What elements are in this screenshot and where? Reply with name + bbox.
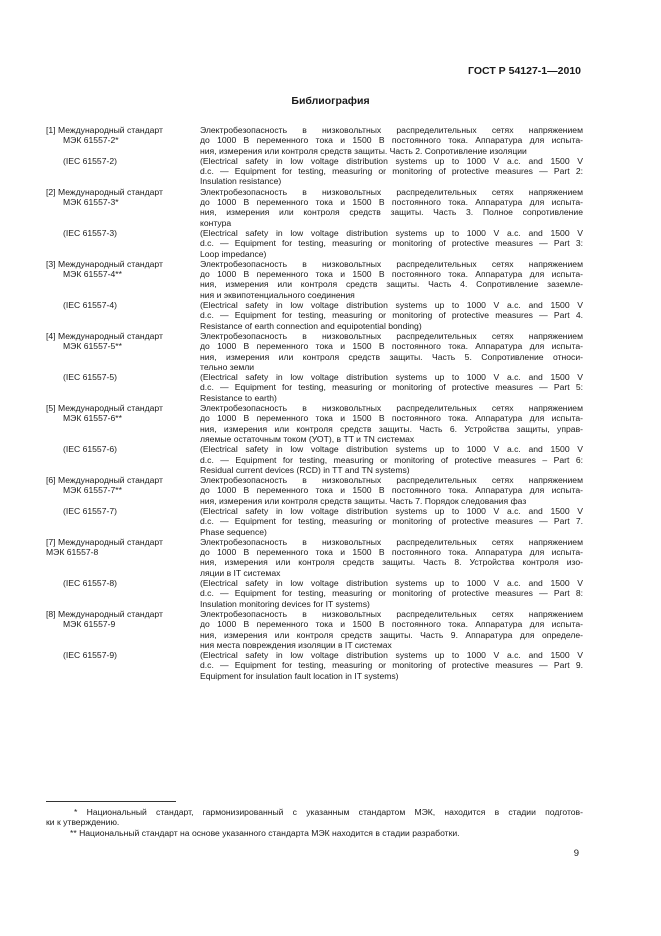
description-line: ния, измерения или контроля средств защиты. Часть 7. Порядок следования фаз [200,495,527,506]
entry-description [200,187,583,228]
entry-russian-row [46,403,583,444]
description-line: ния, измерения или контроля средств защиты. Часть 8. Устройства контроля изо- [200,557,583,568]
reference-line: (IEC 61557-6) [63,444,117,455]
description-line: (Electrical safety in low voltage distribution systems up to 1000 V a.c. and 1500 V [200,444,583,455]
description-line: Phase sequence) [200,526,267,537]
entry-english-row [46,578,583,609]
description-line: d.c. — Equipment for testing, measuring or monitoring of protective measures — Part 9. [200,660,583,671]
entry-reference [46,228,200,259]
entry-reference [46,475,200,506]
bibliography-entry [46,125,583,187]
description-line: Электробезопасность в низковольтных распределительных сетях напряжением [200,536,583,547]
reference-line: МЭК 61557-9 [63,619,116,630]
entry-description [200,125,583,156]
bibliography-entry [46,609,583,681]
entry-reference [46,537,200,578]
description-line: Residual current devices (RCD) in TT and TN systems) [200,464,410,475]
entry-description [200,403,583,444]
reference-line: (IEC 61557-5) [63,372,117,383]
entry-description [200,300,583,331]
reference-line: МЭК 61557-6** [63,413,122,424]
bibliography-entry [46,259,583,331]
footnote [46,807,583,828]
reference-line: (IEC 61557-3) [63,227,117,238]
bibliography-entry [46,331,583,403]
description-line: d.c. — Equipment for testing, measuring or monitoring of protective measures — Part 4. [200,310,583,321]
reference-line: [5] Международный стандарт [46,403,163,414]
description-line: (Electrical safety in low voltage distribution systems up to 1000 V a.c. and 1500 V [200,578,583,589]
bibliography-entry [46,403,583,475]
entry-reference [46,372,200,403]
footnote-line: ** Национальный стандарт на основе указанного стандарта МЭК находится в стадии разработки. [70,827,460,838]
footnotes [46,807,583,838]
description-line: Resistance of earth connection and equipotential bonding) [200,320,422,331]
reference-line: [3] Международный стандарт [46,258,163,269]
description-line: (Electrical safety in low voltage distribution systems up to 1000 V a.c. and 1500 V [200,227,583,238]
entry-description [200,156,583,187]
entry-reference [46,259,200,300]
description-line: Электробезопасность в низковольтных распределительных сетях напряжением [200,258,583,269]
description-line: до 1000 В переменного тока и 1500 В постоянного тока. Аппаратура для испыта- [200,269,583,280]
entry-description [200,537,583,578]
description-line: Электробезопасность в низковольтных распределительных сетях напряжением [200,330,583,341]
description-line: ния и эквипотенциального соединения [200,289,355,300]
footnote-line: * Национальный стандарт, гармонизированный с указанным стандартом МЭК, находится в стадии подготов- [74,807,583,817]
entry-description [200,331,583,372]
entry-description [200,259,583,300]
reference-line: МЭК 61557-3* [63,197,119,208]
bibliography-entry [46,187,583,259]
entry-english-row [46,372,583,403]
entry-russian-row [46,475,583,506]
description-line: ния, измерения или контроля средств защиты. Часть 2. Сопротивление изоляции [200,145,527,156]
entry-description [200,650,583,681]
description-line: Loop impedance) [200,248,267,259]
description-line: ния, измерения или контроля средств защиты. Часть 5. Сопротивление относи- [200,351,583,362]
reference-line: [1] Международный стандарт [46,125,163,135]
entry-reference [46,506,200,537]
description-line: d.c. — Equipment for testing, measuring or monitoring of protective measures — Part 3: [200,238,583,249]
description-line: тельно земли [200,361,255,372]
entry-reference [46,578,200,609]
description-line: Электробезопасность в низковольтных распределительных сетях напряжением [200,403,583,414]
reference-line: (IEC 61557-7) [63,505,117,516]
description-line: контура [200,217,232,228]
description-line: до 1000 В переменного тока и 1500 В постоянного тока. Аппаратура для испыта- [200,135,583,146]
entry-description [200,444,583,475]
description-line: до 1000 В переменного тока и 1500 В постоянного тока. Аппаратура для испыта- [200,197,583,208]
description-line: ляемые остаточным током (УОТ), в TT и TN системах [200,433,415,444]
entry-reference [46,156,200,187]
entry-russian-row [46,187,583,228]
reference-line: (IEC 61557-9) [63,650,117,661]
description-line: до 1000 В переменного тока и 1500 В постоянного тока. Аппаратура для испыта- [200,341,583,352]
entry-english-row [46,156,583,187]
footnote-divider [46,801,176,802]
description-line: до 1000 В переменного тока и 1500 В постоянного тока. Аппаратура для испыта- [200,547,583,558]
entry-russian-row [46,537,583,578]
reference-line: [4] Международный стандарт [46,330,163,341]
footnote [46,828,583,838]
reference-line: МЭК 61557-4** [63,269,122,280]
description-line: до 1000 В переменного тока и 1500 В постоянного тока. Аппаратура для испыта- [200,413,583,424]
description-line: Resistance to earth) [200,392,277,403]
entry-english-row [46,444,583,475]
bibliography-list [46,125,583,681]
reference-line: [2] Международный стандарт [46,186,163,197]
description-line: Электробезопасность в низковольтных распределительных сетях напряжением [200,608,583,619]
bibliography-entry [46,537,583,609]
bibliography-entry [46,475,583,537]
entry-description [200,609,583,650]
document-code-header: ГОСТ Р 54127-1—2010 [468,65,581,77]
entry-reference [46,125,200,156]
description-line: до 1000 В переменного тока и 1500 В постоянного тока. Аппаратура для испыта- [200,485,583,496]
entry-english-row [46,506,583,537]
reference-line: (IEC 61557-2) [63,155,117,166]
reference-line: МЭК 61557-8 [46,547,99,558]
entry-reference [46,650,200,681]
description-line: Электробезопасность в низковольтных распределительных сетях напряжением [200,186,583,197]
description-line: Insulation monitoring devices for IT systems) [200,598,370,609]
description-line: (Electrical safety in low voltage distribution systems up to 1000 V a.c. and 1500 V [200,505,583,516]
entry-description [200,372,583,403]
description-line: (Electrical safety in low voltage distribution systems up to 1000 V a.c. and 1500 V [200,300,583,311]
entry-reference [46,609,200,650]
footnote-line: ки к утверждению. [46,817,120,828]
entry-reference [46,403,200,444]
entry-russian-row [46,331,583,372]
description-line: (Electrical safety in low voltage distribution systems up to 1000 V a.c. and 1500 V [200,650,583,661]
entry-english-row [46,300,583,331]
description-line: ния, измерения или контроля средств защиты. Часть 3. Полное сопротивление [200,207,583,218]
reference-line: [7] Международный стандарт [46,536,163,547]
reference-line: [6] Международный стандарт [46,475,163,486]
bibliography-title: Библиография [291,95,370,107]
reference-line: [8] Международный стандарт [46,608,163,619]
description-line: до 1000 В переменного тока и 1500 В постоянного тока. Аппаратура для испыта- [200,619,583,630]
entry-reference [46,187,200,228]
description-line: ния места повреждения изоляции в IT системах [200,639,392,650]
entry-russian-row [46,125,583,156]
entry-description [200,228,583,259]
description-line: d.c. — Equipment for testing, measuring or monitoring of protective measures — Part 8: [200,588,583,599]
entry-russian-row [46,609,583,650]
entry-english-row [46,228,583,259]
entry-description [200,506,583,537]
description-line: d.c. — Equipment for testing, measuring or monitoring of protective measures — Part 2: [200,166,583,177]
description-line: (Electrical safety in low voltage distribution systems up to 1000 V a.c. and 1500 V [200,372,583,383]
page-number: 9 [573,848,579,859]
entry-reference [46,300,200,331]
entry-english-row [46,650,583,681]
description-line: Insulation resistance) [200,176,282,187]
description-line: ляции в IT системах [200,567,281,578]
description-line: ния, измерения или контроля средств защиты. Часть 4. Сопротивление заземле- [200,279,583,290]
description-line: Электробезопасность в низковольтных распределительных сетях напряжением [200,125,583,135]
description-line: Equipment for insulation fault location in IT systems) [200,670,399,681]
entry-description [200,578,583,609]
reference-line: (IEC 61557-8) [63,578,117,589]
description-line: d.c. — Equipment for testing, measuring or monitoring of protective measures — Part 7. [200,516,583,527]
description-line: ния, измерения или контроля средств защиты. Часть 9. Аппаратура для определе- [200,629,583,640]
entry-reference [46,331,200,372]
description-line: d.c. — Equipment for testing, measuring or monitoring of protective measures — Part 5: [200,382,583,393]
description-line: Электробезопасность в низковольтных распределительных сетях напряжением [200,475,583,486]
reference-line: МЭК 61557-7** [63,485,122,496]
reference-line: (IEC 61557-4) [63,300,117,311]
entry-reference [46,444,200,475]
description-line: ния, измерения или контроля средств защиты. Часть 6. Устройства защиты, управ- [200,423,583,434]
description-line: d.c. — Equipment for testing, measuring or monitoring of protective measures – Part 6: [200,454,583,465]
entry-description [200,475,583,506]
reference-line: МЭК 61557-2* [63,135,119,146]
description-line: (Electrical safety in low voltage distribution systems up to 1000 V a.c. and 1500 V [200,155,583,166]
entry-russian-row [46,259,583,300]
reference-line: МЭК 61557-5** [63,341,122,352]
